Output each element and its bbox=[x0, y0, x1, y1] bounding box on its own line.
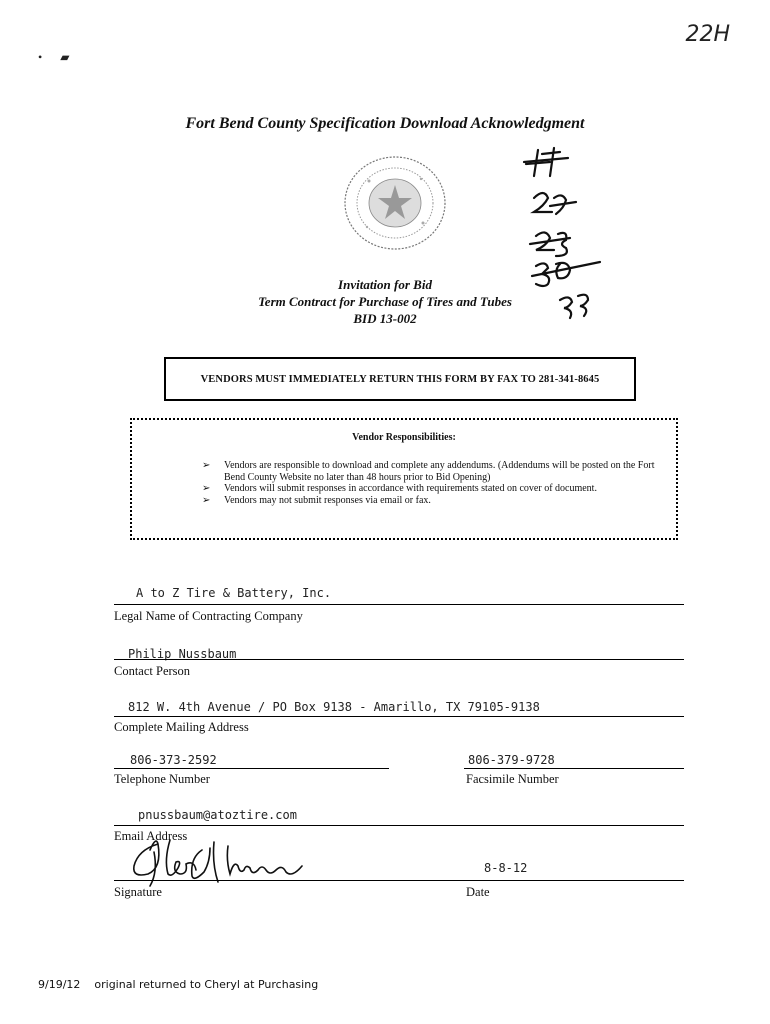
contact-label: Contact Person bbox=[114, 664, 191, 678]
corner-handwritten-mark: 22H bbox=[685, 22, 730, 47]
invitation-heading: Invitation for Bid bbox=[338, 277, 432, 292]
contact-value: Philip Nussbaum bbox=[128, 647, 237, 661]
footer-note: 9/19/12 original returned to Cheryl at Purchasing bbox=[38, 978, 319, 991]
fax-notice-box bbox=[164, 357, 636, 401]
email-value: pnussbaum@atoztire.com bbox=[138, 808, 297, 822]
fax-value: 806-379-9728 bbox=[468, 753, 555, 767]
address-label: Complete Mailing Address bbox=[114, 720, 249, 734]
handwritten-signature bbox=[118, 832, 348, 892]
address-value: 812 W. 4th Avenue / PO Box 9138 - Amarillo, TX 79105-9138 bbox=[128, 700, 540, 714]
fax-notice: VENDORS MUST IMMEDIATELY RETURN THIS FORM BY FAX TO 281-341-8645 bbox=[200, 373, 600, 385]
list-item: ➢ Vendors will submit responses in accordance with requirements stated on cover of document. bbox=[202, 483, 597, 494]
fax-line bbox=[464, 768, 684, 769]
vendor-responsibilities-box bbox=[130, 418, 678, 540]
phone-line bbox=[114, 768, 389, 769]
county-seal-icon bbox=[341, 153, 449, 253]
date-value: 8-8-12 bbox=[484, 861, 528, 875]
list-item: ➢ Vendors are responsible to download and complete any addendums. (Addendums will be posted on the Fort Bend County Website no later than 48 hours prior to Bid Opening) bbox=[202, 460, 655, 483]
scan-specks: • ▰ bbox=[38, 50, 70, 64]
responsibilities-title: Vendor Responsibilities: bbox=[352, 432, 456, 443]
company-value: A to Z Tire & Battery, Inc. bbox=[136, 586, 332, 600]
page-title: Fort Bend County Specification Download Acknowledgment bbox=[185, 115, 585, 132]
date-label: Date bbox=[466, 885, 490, 899]
email-line bbox=[114, 825, 684, 826]
arrow-bullet-icon: ➢ bbox=[202, 460, 211, 471]
email-label: Email Address bbox=[114, 829, 188, 843]
address-line bbox=[114, 716, 684, 717]
signature-date-line bbox=[114, 880, 684, 881]
list-item: ➢ Vendors may not submit responses via email or fax. bbox=[202, 494, 431, 506]
arrow-bullet-icon: ➢ bbox=[202, 494, 211, 506]
contract-heading: Term Contract for Purchase of Tires and Tubes bbox=[258, 294, 512, 309]
fax-label: Facsimile Number bbox=[466, 772, 559, 786]
bid-number: BID 13-002 bbox=[353, 311, 417, 326]
phone-value: 806-373-2592 bbox=[130, 753, 217, 767]
arrow-bullet-icon: ➢ bbox=[202, 483, 211, 494]
responsibilities-list bbox=[202, 460, 672, 506]
company-line bbox=[114, 604, 684, 605]
signature-label: Signature bbox=[114, 885, 162, 899]
phone-label: Telephone Number bbox=[114, 772, 210, 786]
company-label: Legal Name of Contracting Company bbox=[114, 609, 303, 623]
contact-line bbox=[114, 659, 684, 660]
handwritten-numbers bbox=[520, 140, 610, 320]
